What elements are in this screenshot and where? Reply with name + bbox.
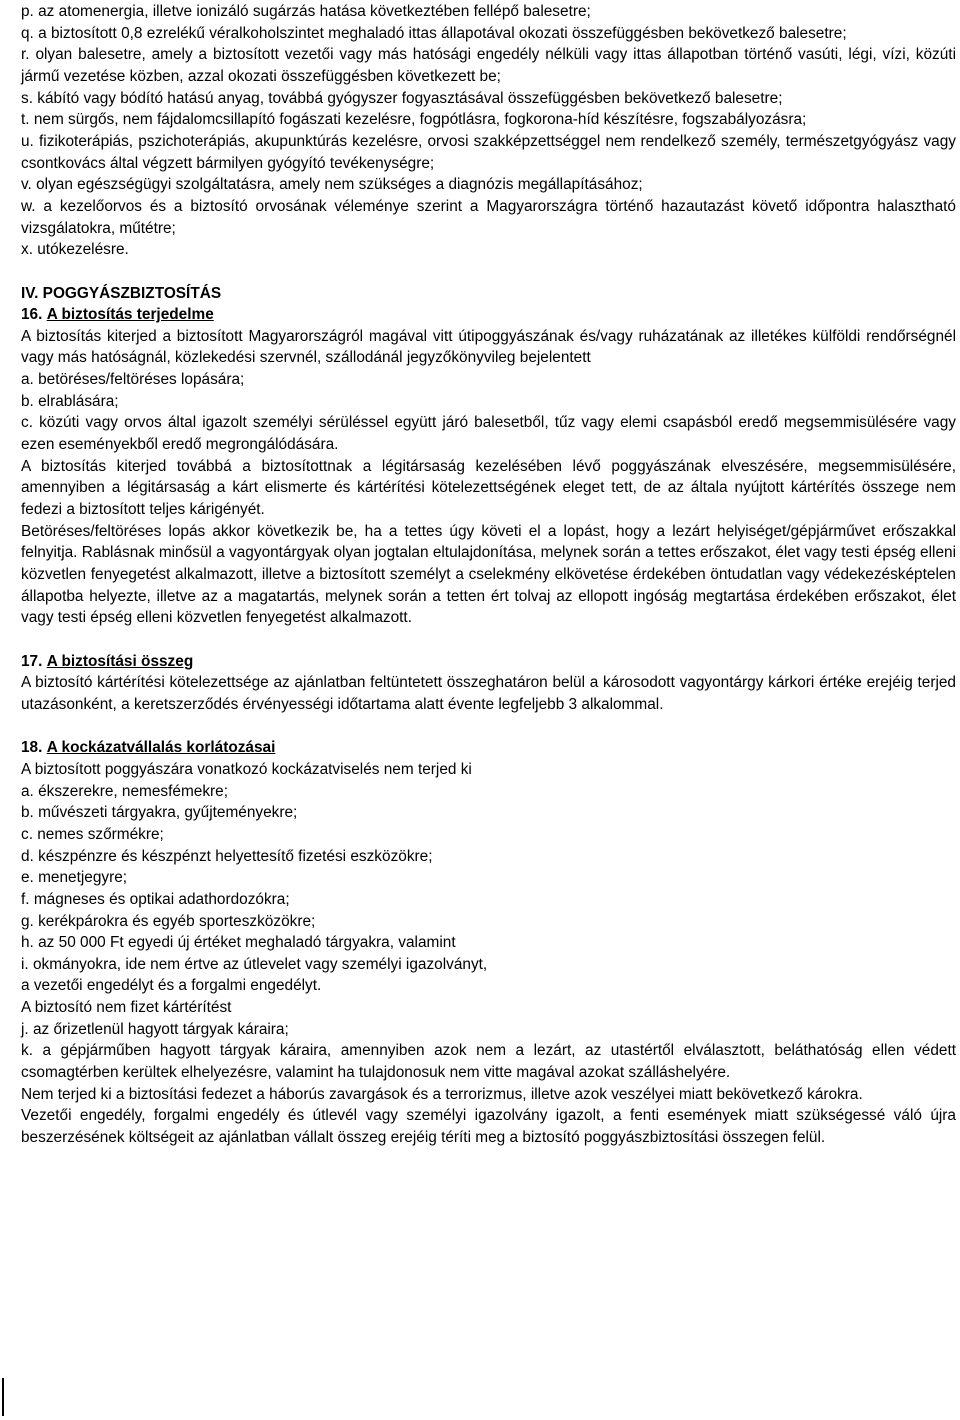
paragraph: Vezetői engedély, forgalmi engedély és útlevél vagy személyi igazolvány igazolt, a fenti események miatt szükségessé váló újra beszerzésének költségeit az ajánlatban vállalt összeg erejéig téríti meg a biztosító poggyászbiztosítási összegen felül.	[21, 1107, 956, 1147]
subsection-number: 18.	[21, 739, 43, 757]
list-item: c. közúti vagy orvos által igazolt személyi sérüléssel együtt járó balesetből, tűz vagy elemi csapásból eredő megsemmisülésére vagy ezen eseményekből eredő megrongálódására.	[21, 414, 956, 454]
list-item: i. okmányokra, ide nem értve az útlevelet vagy személyi igazolványt,	[21, 955, 488, 973]
subsection-title: A biztosítás terjedelme	[46, 306, 214, 324]
list-item: t. nem sürgős, nem fájdalomcsillapító fogászati kezelésre, fogpótlásra, fogkorona-híd készítésre, fogszabályozásra;	[21, 111, 807, 129]
paragraph: A biztosító kártérítési kötelezettsége az ajánlatban feltüntetett összeghatáron belül a károsodott vagyontárgy kárkori értéke erejéig terjed utazásonként, a keretszerződés érvényességi időtartama alatt évente legfeljebb 3 alkalommal.	[21, 674, 956, 713]
subsection-heading-17	[21, 651, 956, 673]
paragraph: Betöréses/feltöréses lopás akkor következik be, ha a tettes úgy követi el a lopást, hogy a lezárt helyiséget/gépjárművet erőszakkal felnyitja. Rablásnak minősül a vagyontárgyak olyan jogtalan eltulajdonítása, melynek során a tettes erőszakot, élet vagy testi épség elleni közvetlen fenyegetést alkalmazott, illetve a biztosított személyt a cselekmény elkövetése érdekében öntudatlan vagy védekezésképtelen állapotba helyezte, illetve az a magatartás, melynek során a tetten ért tolvaj az ellopott ingóság megtartása érdekében erőszakot, élet vagy testi épség elleni közvetlen fenyegetést alkalmazott.	[21, 522, 956, 627]
subsection-title: A kockázatvállalás korlátozásai	[46, 739, 276, 757]
list-item: a vezetői engedélyt és a forgalmi engedélyt.	[21, 977, 322, 995]
list-item: u. fizikoterápiás, pszichoterápiás, akupunktúrás kezelésre, orvosi szakképzettséggel nem rendelkező személy, természetgyógyász vagy csontkovács által végzett bármilyen gyógyító tevékenységre;	[21, 132, 956, 172]
list-item: b. elrablására;	[21, 392, 119, 410]
margin-line	[2, 1378, 4, 1416]
exclusion-list	[21, 1, 956, 261]
list-item: g. kerékpárokra és egyéb sporteszközökre;	[21, 912, 316, 930]
list-item: w. a kezelőorvos és a biztosító orvosának véleménye szerint a Magyarországra történő hazautazást követő időpontra halasztható vizsgálatokra, műtétre;	[21, 197, 956, 237]
list-item: b. művészeti tárgyakra, gyűjteményekre;	[21, 804, 298, 822]
list-item: h. az 50 000 Ft egyedi új értéket meghaladó tárgyakra, valamint	[21, 934, 456, 952]
paragraph: A biztosítás kiterjed továbbá a biztosítottnak a légitársaság kezelésében lévő poggyászának elveszésére, megsemmisülésére, amennyiben a légitársaság a kárt elismerte és kártérítési kötelezettségének eleget tett, de az általa nyújtott kártérítés összege nem fedezi a biztosított teljes kárigényét.	[21, 457, 956, 519]
list-item: s. kábító vagy bódító hatású anyag, továbbá gyógyszer fogyasztásával összefüggésben bekövetkező balesetre;	[21, 89, 783, 107]
list-item: a. betöréses/feltöréses lopására;	[21, 371, 245, 389]
list-item: x. utókezelésre.	[21, 241, 129, 259]
paragraph: A biztosító nem fizet kártérítést	[21, 999, 232, 1017]
list-item: q. a biztosított 0,8 ezrelékű véralkoholszintet meghaladó ittas állapotával okozati összefüggésben bekövetkező balesetre;	[21, 24, 847, 42]
list-item: j. az őrizetlenül hagyott tárgyak káraira;	[21, 1020, 289, 1038]
list-item: c. nemes szőrmékre;	[21, 825, 164, 843]
subsection-heading-16	[21, 304, 956, 326]
paragraph: Nem terjed ki a biztosítási fedezet a háborús zavargások és a terrorizmus, illetve azok veszélyei miatt bekövetkező károkra.	[21, 1085, 863, 1103]
list-item: f. mágneses és optikai adathordozókra;	[21, 890, 290, 908]
subsection-title: A biztosítási összeg	[46, 652, 194, 670]
list-item: d. készpénzre és készpénzt helyettesítő fizetési eszközökre;	[21, 847, 433, 865]
list-item: p. az atomenergia, illetve ionizáló sugárzás hatása következtében fellépő balesetre;	[21, 3, 591, 20]
subsection-number: 16.	[21, 306, 43, 324]
list-item: v. olyan egészségügyi szolgáltatásra, amely nem szükséges a diagnózis megállapításához;	[21, 176, 643, 194]
section-heading: IV. POGGYÁSZBIZTOSÍTÁS	[21, 284, 222, 302]
list-item: a. ékszerekre, nemesfémekre;	[21, 782, 228, 800]
subsection-number: 17.	[21, 652, 43, 670]
list-item: r. olyan balesetre, amely a biztosított vezetői vagy más hatósági engedély nélküli vagy ittas állapotban történő vasúti, légi, vízi, közúti jármű vezetése közben, azzal okozati összefüggésben következett be;	[21, 46, 956, 85]
document-body	[21, 1, 956, 1149]
paragraph: A biztosított poggyászára vonatkozó kockázatviselés nem terjed ki	[21, 760, 472, 778]
list-item: e. menetjegyre;	[21, 869, 128, 887]
paragraph: A biztosítás kiterjed a biztosított Magyarországról magával vitt útipoggyászának és/vagy ruházatának az illetékes külföldi rendőrségnél vagy más hatóságnál, közlekedési szervnél, szállodánál jegyzőkönyvileg bejelentett	[21, 327, 956, 367]
subsection-heading-18	[21, 737, 956, 759]
list-item: k. a gépjárműben hagyott tárgyak káraira, amennyiben azok nem a lezárt, az utastértől elválasztott, beláthatóság ellen védett csomagtérben kerültek elhelyezésre, valamint ha tulajdonosuk nem vitte magával azokat szálláshelyére.	[21, 1042, 956, 1082]
